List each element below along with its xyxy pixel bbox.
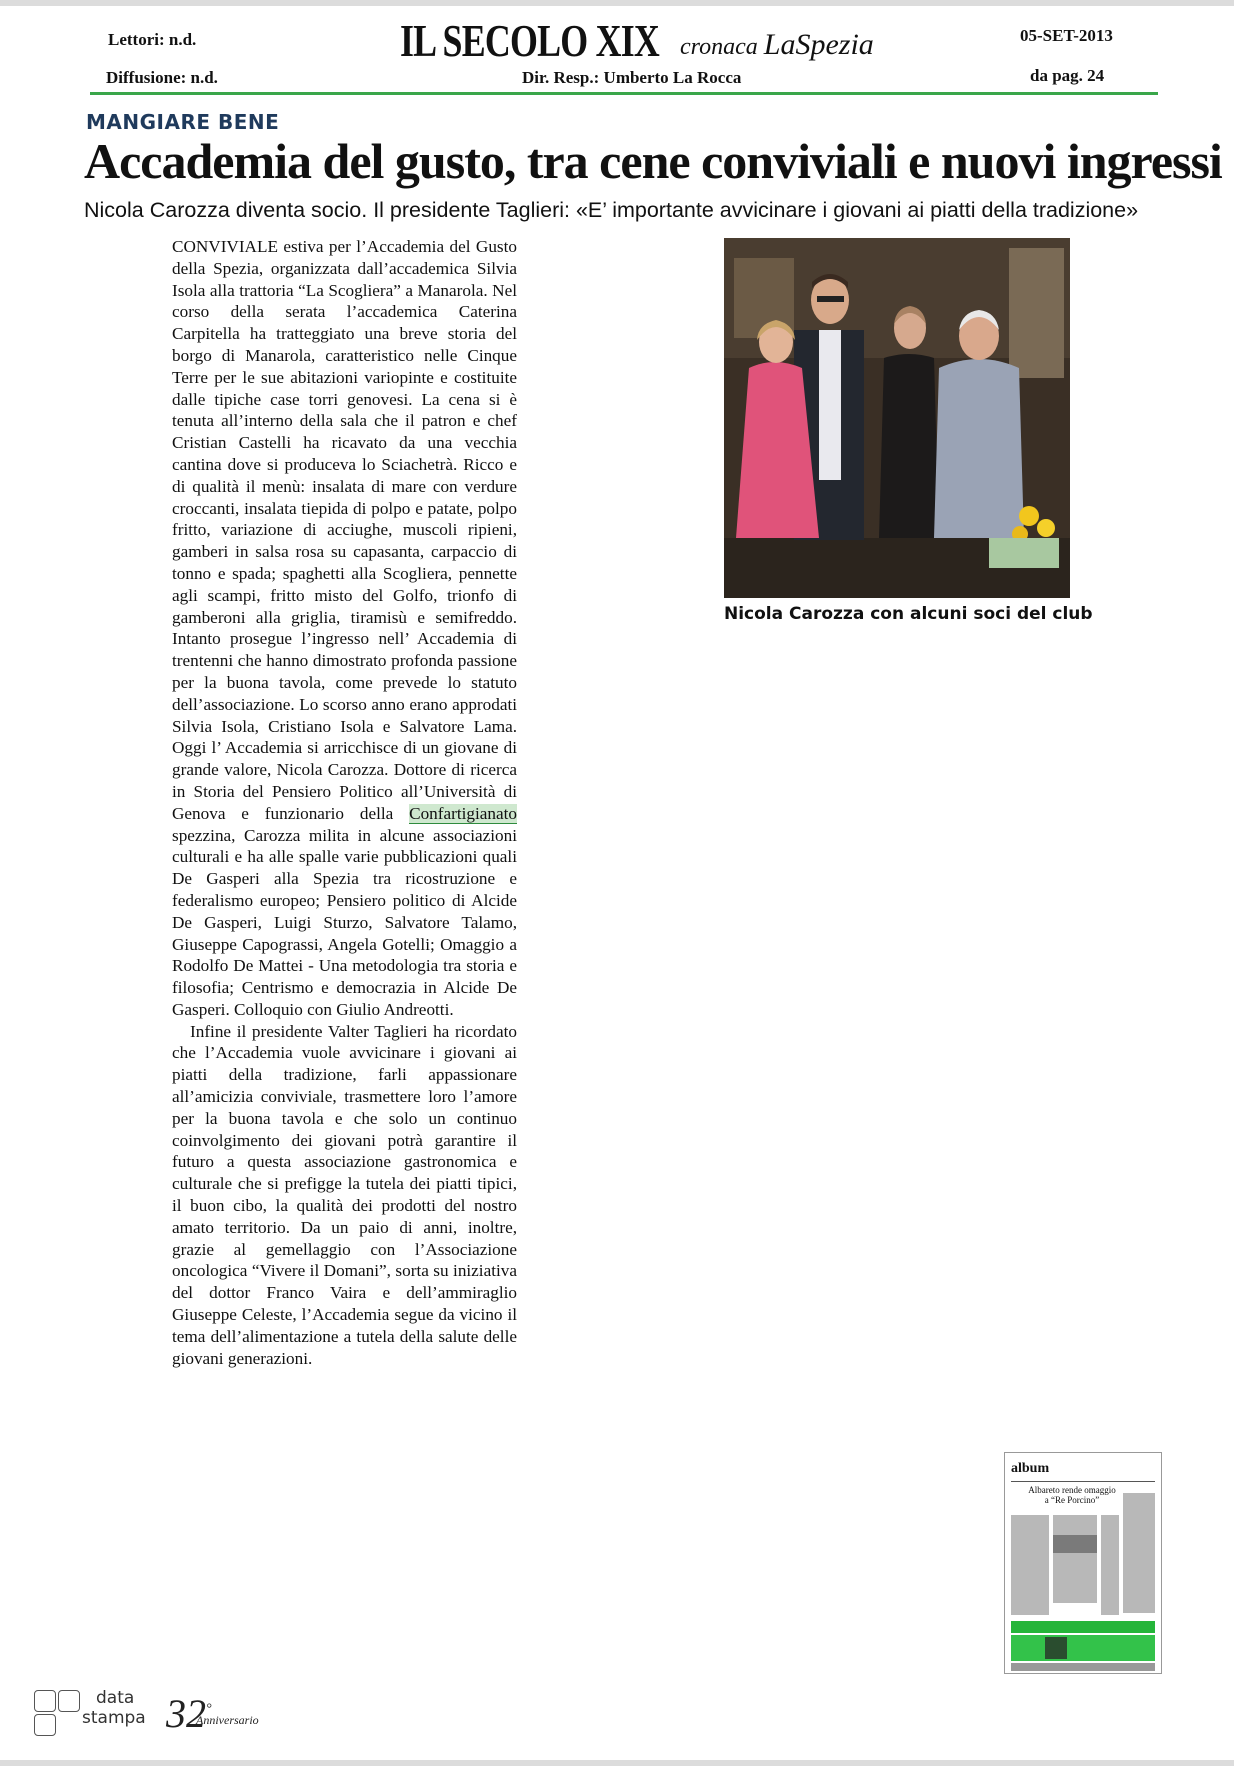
thumbnail-brand: album	[1011, 1461, 1050, 1476]
top-border	[0, 0, 1234, 6]
datastampa-logo	[34, 1688, 274, 1748]
photo-illustration	[724, 238, 1070, 598]
anniversary-text: Anniversario	[196, 1713, 259, 1727]
page-thumbnail	[1004, 1452, 1162, 1674]
logo-square-icon	[58, 1690, 80, 1712]
thumbnail-title-line: a “Re Porcino”	[1044, 1495, 1100, 1505]
logo-word-stampa: stampa	[82, 1708, 146, 1728]
page-reference: da pag. 24	[1030, 66, 1105, 85]
article-paragraph: Infine il presidente Valter Taglieri ha ricordato che l’Accademia vuole avvicinare i giovani ai piatti della tradizione, farli appassionare all’amicizia conviviale, trasmettere loro l’amore per la buona tavola e che solo un continuo coinvolgimento dei giovani potrà garantire il futuro a questa associazione gastronomica e culturale che si prefigge la tutela dei piatti tipici, il buon cibo, la qualità dei prodotti del nostro amato territorio. Da un paio di anni, inoltre, grazie al gemellaggio con l’Associazione oncologica “Vivere il Domani”, sorta su iniziativa del dottor Franco Vaira e dell’ammiraglio Giuseppe Celeste, l’Accademia segue da vicino il tema dell’alimentazione a tutela della salute delle giovani generazioni.	[172, 1021, 517, 1368]
article-body	[172, 236, 517, 1369]
article-headline: Accademia del gusto, tra cene conviviali e nuovi ingressi	[84, 133, 1222, 189]
issue-date: 05-SET-2013	[1020, 26, 1113, 45]
anniversary-digits: 32	[166, 1691, 206, 1736]
article-paragraph	[172, 236, 517, 1021]
article-photo	[724, 238, 1070, 598]
article-subheadline: Nicola Carozza diventa socio. Il presidente Taglieri: «E’ importante avvicinare i giovani ai piatti della tradizione»	[84, 198, 1139, 222]
logo-square-icon	[34, 1714, 56, 1736]
photo-caption: Nicola Carozza con alcuni soci del club	[724, 604, 1093, 624]
circulation-label: Diffusione: n.d.	[106, 68, 218, 87]
header-divider	[90, 92, 1158, 95]
edition-label	[680, 28, 874, 62]
logo-word-data: data	[96, 1688, 135, 1708]
paragraph-text: CONVIVIALE estiva per l’Accademia del Gusto della Spezia, organizzata dall’accademica Silvia Isola alla trattoria “La Scogliera” a Manarola. Nel corso della serata l’accademica Caterina Carpitella ha tratteggiato una breve storia del borgo di Manarola, caratteristico nelle Cinque Terre per le sue abitazioni variopinte e costituite dalle tipiche case torri genovesi. La cena si è tenuta all’interno della sala che il patron e chef Cristian Castelli ha ricavato da una vecchia cantina dove si produceva lo Sciachetrà. Ricco e di qualità il menù: insalata di mare con verdure croccanti, insalata tiepida di polpo e patate, polpo fritto, variazione di acciughe, muscoli ripieni, gamberi in salsa rosa su capasanta, carpaccio di tonno e spada; spaghetti alla Scogliera, pennette agli scampi, fritto misto del Golfo, trionfo di gamberoni alla griglia, tiramisù e semifreddo. Intanto prosegue l’ingresso nell’ Accademia di trentenni che hanno dimostrato profonda passione per la buona tavola, come prevede lo statuto dell’associazione. Lo scorso anno erano approdati Silvia Isola, Cristiano Isola e Salvatore Lama. Oggi l’ Accademia si arricchisce di un giovane di grande valore, Nicola Carozza. Dottore di ricerca in Storia del Pensiero Politico all’Università di Genova e funzionario della	[172, 237, 517, 823]
paragraph-text: spezzina, Carozza milita in alcune associazioni culturali e ha alle spalle varie pubblicazioni quali De Gasperi alla Spezia tra ricostruzione e federalismo europeo; Pensiero politico di Alcide De Gasperi, Luigi Sturzo, Salvatore Talamo, Giuseppe Capograssi, Angela Gotelli; Omaggio a Rodolfo De Mattei - Una metodologia tra storia e filosofia; Centrismo e democrazia in Alcide De Gasperi. Colloquio con Giulio Andreotti.	[172, 825, 517, 1019]
edition-city: LaSpezia	[763, 28, 874, 61]
section-kicker: MANGIARE BENE	[86, 110, 280, 134]
director-label: Dir. Resp.: Umberto La Rocca	[522, 68, 742, 87]
anniversary-degree: °	[206, 1701, 212, 1717]
logo-square-icon	[34, 1690, 56, 1712]
newspaper-masthead: IL SECOLO XIX	[400, 15, 660, 66]
highlighted-term: Confartigianato	[409, 803, 517, 823]
edition-prefix: cronaca	[680, 34, 758, 60]
bottom-border	[0, 1760, 1234, 1766]
thumbnail-title	[1017, 1485, 1127, 1505]
thumbnail-title-line: Albareto rende omaggio	[1028, 1485, 1116, 1495]
readers-label: Lettori: n.d.	[108, 30, 197, 49]
